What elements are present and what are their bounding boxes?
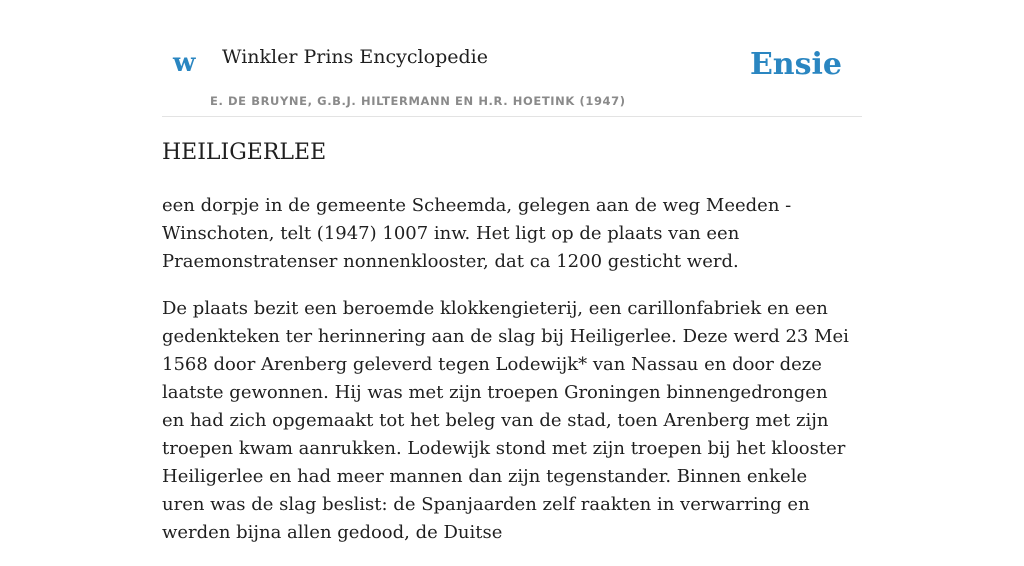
publication-authors: E. DE BRUYNE, G.B.J. HILTERMANN EN H.R. HOETINK (1947)	[210, 94, 626, 108]
entry-title: HEILIGERLEE	[162, 140, 327, 165]
entry-paragraph: een dorpje in de gemeente Scheemda, gelegen aan de weg Meeden - Winschoten, telt (1947) 1007 inw. Het ligt op de plaats van een Praemonstratenser nonnenklooster, dat ca 1200 gesticht werd.	[162, 195, 792, 272]
ensie-logo-link[interactable]: Ensie	[749, 47, 842, 82]
publication-logo-icon[interactable]: w	[173, 48, 196, 78]
publication-title[interactable]: Winkler Prins Encyclopedie	[222, 46, 488, 68]
entry-paragraph: De plaats bezit een beroemde klokkengieterij, een carillonfabriek en een gedenkteken ter herinnering aan de slag bij Heiligerlee. Deze werd 23 Mei 1568 door Arenberg geleverd tegen Lodewijk* van Nassau en door deze laatste gewonnen. Hij was met zijn troepen Groningen binnengedrongen en had zich opgemaakt tot het beleg van de stad, toen Arenberg met zijn troepen kwam aanrukken. Lodewijk stond met zijn troepen bij het klooster Heiligerlee en had meer mannen dan zijn tegenstander. Binnen enkele uren was de slag beslist: de Spanjaarden zelf raakten in verwarring en werden bijna allen gedood, de Duitse	[162, 298, 849, 543]
site-header	[162, 0, 862, 117]
entry-content	[162, 192, 854, 566]
